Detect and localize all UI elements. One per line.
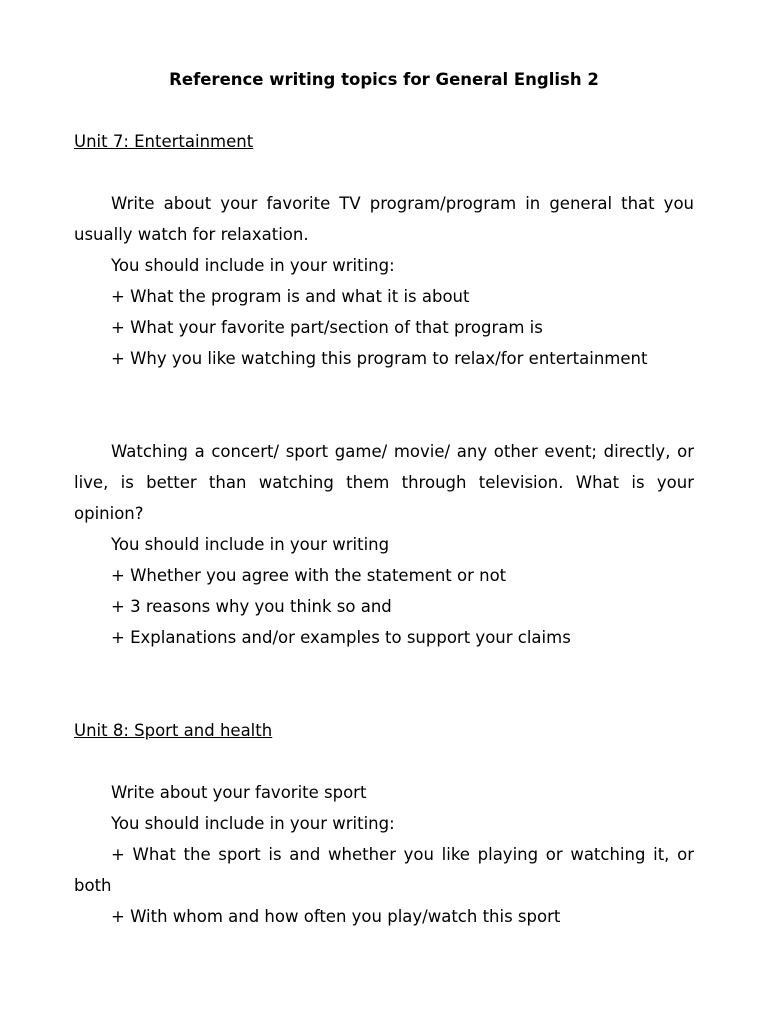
unit-8-topic-1-include: You should include in your writing:: [111, 814, 395, 833]
unit-7-topic-2-include: You should include in your writing: [111, 535, 390, 554]
unit-7-topic-2-prompt: Watching a concert/ sport game/ movie/ any other event; directly, or live, is better than watching them through television. What is your opinion?: [74, 442, 694, 523]
unit-8-topic-1-point: + What the sport is and whether you like playing or watching it, or both: [74, 845, 694, 895]
unit-7-topic-2-point: + Whether you agree with the statement or not: [111, 566, 507, 585]
unit-7-topic-1-point: + What your favorite part/section of that program is: [111, 318, 543, 337]
unit-7-topic-1-prompt: Write about your favorite TV program/program in general that you usually watch for relaxation.: [74, 194, 694, 244]
unit-7-topic-2-point: + Explanations and/or examples to support your claims: [111, 628, 571, 647]
unit-7-topic-1-point: + What the program is and what it is about: [111, 287, 470, 306]
unit-7-topic-2-point: + 3 reasons why you think so and: [111, 597, 392, 616]
unit-8-heading: Unit 8: Sport and health: [74, 721, 273, 740]
unit-8-topic-1-point: + With whom and how often you play/watch this sport: [111, 907, 561, 926]
unit-7-topic-1-point: + Why you like watching this program to relax/for entertainment: [111, 349, 648, 368]
unit-8-topic-1-prompt: Write about your favorite sport: [111, 783, 367, 802]
unit-7-topic-1-include: You should include in your writing:: [111, 256, 395, 275]
document-title: Reference writing topics for General English 2: [169, 70, 599, 89]
unit-7-heading: Unit 7: Entertainment: [74, 132, 254, 151]
